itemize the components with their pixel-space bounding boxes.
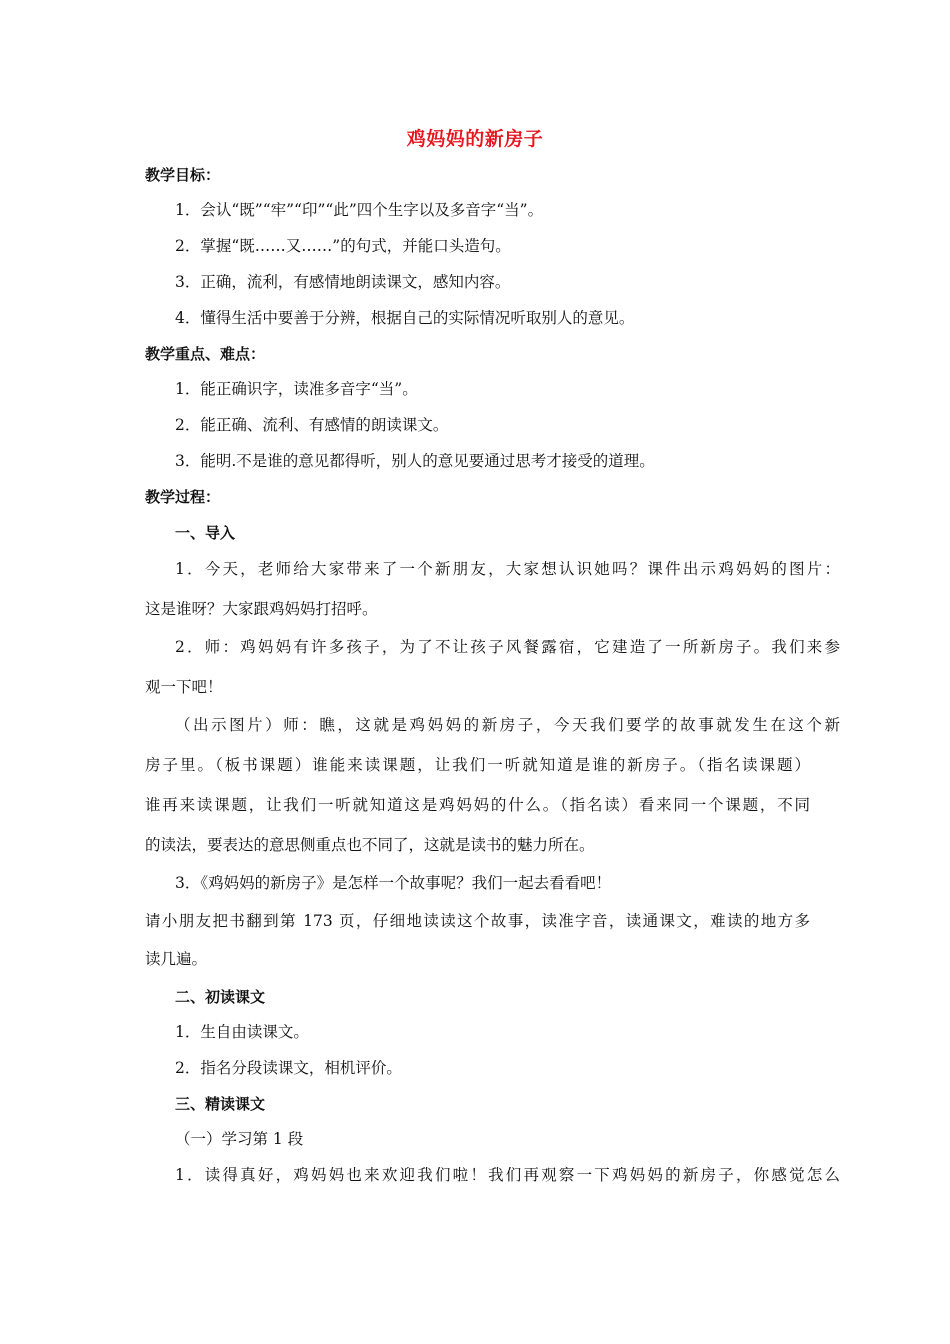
goal-item: 3．正确，流利，有感情地朗读课文，感知内容。 [175, 273, 511, 291]
key-point-item: 1．能正确识字，读准多音字“当”。 [175, 380, 418, 398]
paragraph-line: 的读法，要表达的意思侧重点也不同了，这就是读书的魅力所在。 [145, 836, 595, 854]
goals-heading: 教学目标： [145, 166, 221, 184]
paragraph-line: 观一下吧！ [145, 678, 223, 696]
paragraph-line: （出示图片）师：瞧，这就是鸡妈妈的新房子，今天我们要学的故事就发生在这个新 [175, 716, 840, 734]
key-points-heading: 教学重点、难点： [145, 345, 266, 363]
paragraph-line: 谁再来读课题，让我们一听就知道这是鸡妈妈的什么。（指名读）看来同一个课题，不同 [145, 796, 810, 814]
part3-subheading: （一）学习第 1 段 [175, 1130, 304, 1148]
part3-heading: 三、精读课文 [175, 1095, 266, 1113]
process-heading: 教学过程： [145, 488, 221, 506]
paragraph-line: 2．师：鸡妈妈有许多孩子，为了不让孩子风餐露宿，它建造了一所新房子。我们来参 [175, 638, 840, 656]
goal-item: 4．懂得生活中要善于分辨，根据自己的实际情况听取别人的意见。 [175, 309, 635, 327]
paragraph-line: 1．今天，老师给大家带来了一个新朋友，大家想认识她吗？课件出示鸡妈妈的图片： [175, 560, 840, 578]
key-point-item: 3．能明.不是谁的意见都得听，别人的意见要通过思考才接受的道理。 [175, 452, 655, 470]
part2-heading: 二、初读课文 [175, 988, 266, 1006]
paragraph-line: 2．指名分段读课文，相机评价。 [175, 1059, 402, 1077]
paragraph-line: 读几遍。 [145, 950, 208, 968]
paragraph-line: 1．读得真好，鸡妈妈也来欢迎我们啦！我们再观察一下鸡妈妈的新房子，你感觉怎么 [175, 1166, 840, 1184]
goal-item: 2．掌握“既……又……”的句式，并能口头造句。 [175, 237, 511, 255]
paragraph-line: 1．生自由读课文。 [175, 1023, 309, 1041]
key-point-item: 2．能正确、流利、有感情的朗读课文。 [175, 416, 449, 434]
paragraph-line: 3．《鸡妈妈的新房子》是怎样一个故事呢？我们一起去看看吧！ [175, 874, 612, 892]
document-title: 鸡妈妈的新房子 [406, 128, 544, 150]
goal-item: 1．会认“既”“牢”“印”“此”四个生字以及多音字“当”。 [175, 201, 544, 219]
paragraph-line: 房子里。（板书课题）谁能来读课题，让我们一听就知道是谁的新房子。（指名读课题） [145, 756, 810, 774]
part1-heading: 一、导入 [175, 524, 236, 542]
paragraph-line: 请小朋友把书翻到第 173 页，仔细地读读这个故事，读准字音，读通课文，难读的地方多 [145, 912, 810, 930]
paragraph-line: 这是谁呀？大家跟鸡妈妈打招呼。 [145, 600, 378, 618]
